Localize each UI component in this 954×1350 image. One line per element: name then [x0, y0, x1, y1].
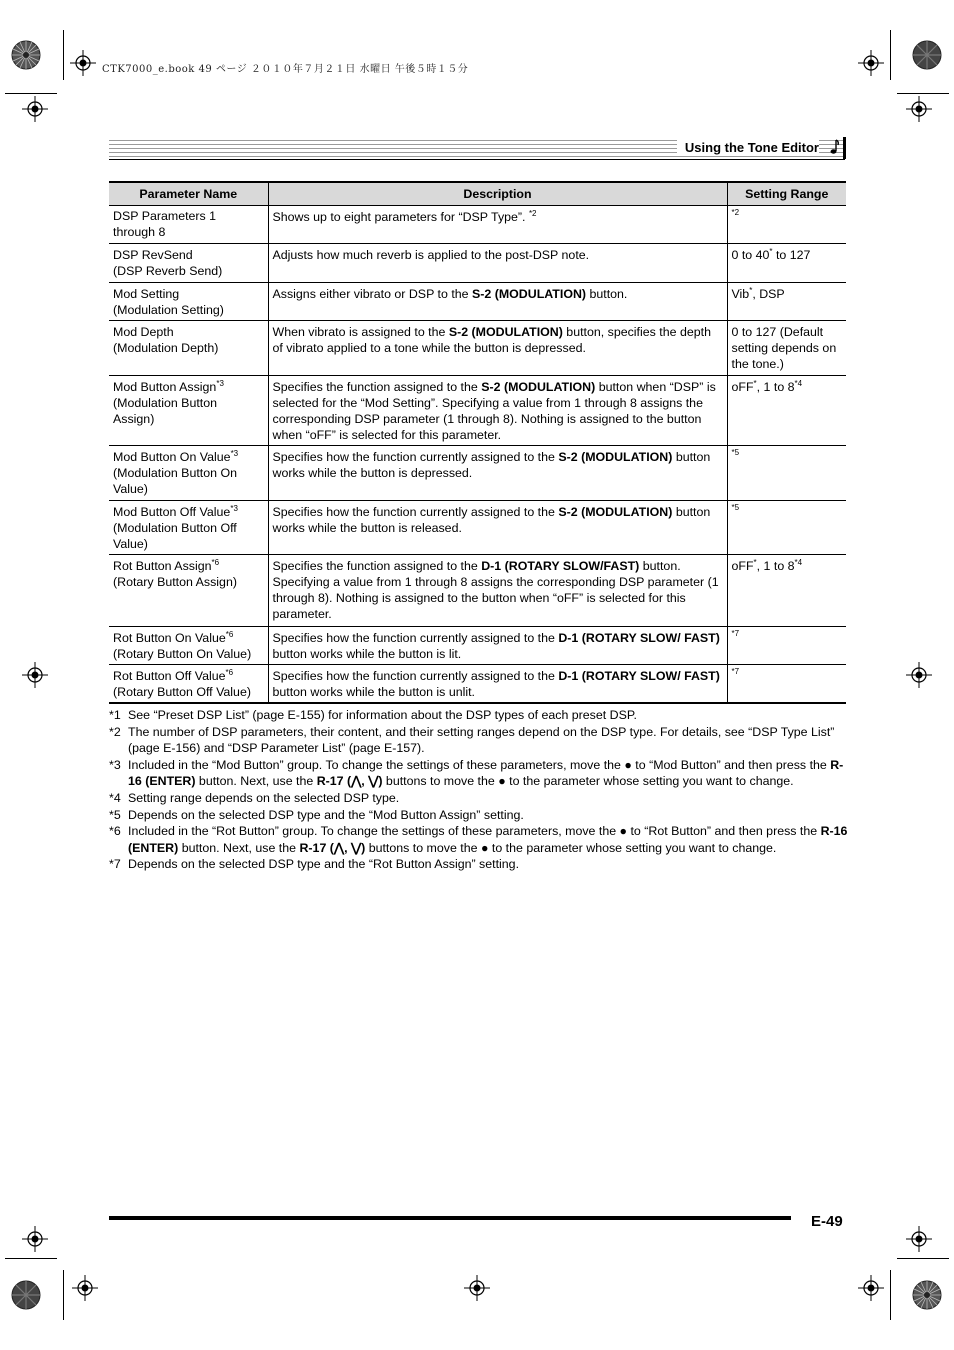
setting-range-cell: oFF*, 1 to 8$^{*4}$: [727, 555, 846, 627]
footnote-mark: *2: [109, 724, 121, 739]
table-row: [109, 206, 846, 244]
description-cell: [268, 244, 727, 283]
parameter-name: Mod Setting: [113, 287, 180, 301]
setting-range-cell: *5: [727, 501, 846, 555]
parameter-name: DSP RevSend: [113, 248, 193, 262]
parameter-name: Mod Button On Value$^{*3}$: [113, 449, 239, 464]
parameter-name-cell: [109, 665, 268, 704]
setting-range-cell: Vib*, DSP: [727, 283, 846, 321]
parameter-name-cell: [109, 446, 268, 501]
parameter-name-subtitle: (Modulation Depth): [113, 341, 219, 355]
description-cell: Specifies how the function currently assigned to the S-2 (MODULATION) button works while the button is depressed.: [268, 446, 727, 501]
table-header-row: [109, 182, 846, 206]
parameter-name-cell: [109, 206, 268, 244]
parameter-name-cell: [109, 376, 268, 446]
table-row: [109, 627, 846, 665]
setting-range-cell: *2: [727, 206, 846, 244]
column-header-parameter-name: Parameter Name: [109, 182, 268, 206]
parameter-name: Mod Depth: [113, 325, 174, 339]
footnote-text: Included in the “Mod Button” group. To change the settings of these parameters, move the ● to “Mod Button” and then press the R-16 (ENTER) button. Next, use the R-17 (⋀, ⋁) buttons to move the ● to the parameter whose setting you want to change.: [128, 757, 844, 789]
parameter-name-cell: [109, 555, 268, 627]
table-row: [109, 665, 846, 704]
footnote-mark: *4: [109, 790, 121, 805]
parameter-name: Rot Button Off Value$^{*6}$: [113, 668, 234, 683]
page-number: E-49: [811, 1213, 843, 1230]
footnote-text: The number of DSP parameters, their content, and their setting ranges depend on the DSP type. For details, see “DSP Type List” (page E-156) and “DSP Parameter List” (page E-157).: [128, 724, 835, 756]
description-cell: Specifies how the function currently assigned to the D-1 (ROTARY SLOW/ FAST) button works while the button is unlit.: [268, 665, 727, 704]
footnote-text: Depends on the selected DSP type and the “Rot Button Assign” setting.: [128, 857, 520, 872]
table-row: [109, 446, 846, 501]
description-cell: Specifies how the function currently assigned to the S-2 (MODULATION) button works while the button is released.: [268, 501, 727, 555]
parameter-table: [109, 181, 846, 704]
color-bar-disc-icon: [11, 1280, 41, 1310]
column-header-setting-range: Setting Range: [727, 182, 846, 206]
parameter-name: DSP Parameters 1: [113, 209, 217, 223]
description-cell: Specifies the function assigned to the D-1 (ROTARY SLOW/FAST) button. Specifying a value from 1 through 8 assigns the corresponding DSP parameter (1 through 8). Nothing is assigned to the button when “oFF” is selected for this parameter.: [268, 555, 727, 627]
parameter-name-subtitle: Value): [113, 537, 148, 551]
footnote: [109, 707, 849, 724]
setting-range-cell: *7: [727, 627, 846, 665]
description-text: Shows up to eight parameters for “DSP Type”. $^{*2}$: [272, 209, 537, 224]
parameter-name-cell: [109, 501, 268, 555]
parameter-name: Mod Button Off Value$^{*3}$: [113, 504, 238, 519]
footnote: [109, 724, 849, 757]
setting-range-cell: 0 to 127 (Default setting depends on the tone.): [727, 321, 846, 376]
description-cell: Specifies the function assigned to the S-2 (MODULATION) button when “DSP” is selected for the “Mod Setting”. Specifying a value from 1 through 8 assigns the corresponding DSP parameter (1 through 8). Nothing is assigned to the button when “oFF” is selected for this parameter.: [268, 376, 727, 446]
registration-mark-icon: [70, 50, 96, 76]
parameter-name-subtitle: (Rotary Button On Value): [113, 647, 252, 661]
color-bar-disc-icon: [11, 40, 41, 70]
color-bar-disc-icon: [912, 1280, 942, 1310]
print-header: CTK7000_e.book 49 ページ ２０１０年７月２１日 水曜日 午後５時１５分: [102, 64, 469, 75]
table-row: [109, 321, 846, 376]
registration-mark-icon: [464, 1275, 490, 1301]
parameter-name-cell: [109, 244, 268, 283]
setting-range-cell: *5: [727, 446, 846, 501]
table-row: [109, 555, 846, 627]
parameter-name-subtitle: (DSP Reverb Send): [113, 264, 223, 278]
footnote-mark: *6: [109, 824, 121, 839]
footnote: [109, 856, 849, 873]
footnote-mark: *3: [109, 757, 121, 772]
footer-rule: [109, 1216, 791, 1220]
footnote-text: Included in the “Rot Button” group. To change the settings of these parameters, move the ● to “Rot Button” and then press the R-16 (ENTER) button. Next, use the R-17 (⋀, ⋁) buttons to move the ● to the parameter whose setting you want to change.: [128, 824, 848, 855]
footnote: [109, 823, 849, 856]
music-note-icon: [829, 138, 839, 156]
parameter-name-subtitle: (Modulation Button Off: [113, 521, 237, 535]
parameter-name-subtitle: (Rotary Button Assign): [113, 575, 237, 589]
parameter-name-subtitle: Value): [113, 482, 148, 496]
section-title: Using the Tone Editor: [677, 140, 819, 155]
parameter-name-subtitle: (Modulation Setting): [113, 303, 224, 317]
registration-mark-icon: [858, 1275, 884, 1301]
registration-mark-icon: [72, 1275, 98, 1301]
description-cell: When vibrato is assigned to the S-2 (MODULATION) button, specifies the depth of vibrato applied to a tone while the button is depressed.: [268, 321, 727, 376]
registration-mark-icon: [22, 662, 48, 688]
table-row: [109, 244, 846, 283]
footnote-text: Depends on the selected DSP type and the “Mod Button Assign” setting.: [128, 807, 524, 822]
footnote-mark: *5: [109, 807, 121, 822]
section-tab-marker: [843, 137, 846, 159]
footnote-mark: *1: [109, 708, 121, 722]
parameter-name-cell: [109, 627, 268, 665]
parameter-name: Mod Button Assign$^{*3}$: [113, 379, 224, 394]
registration-mark-icon: [22, 96, 48, 122]
footnote: [109, 757, 849, 790]
setting-range-cell: 0 to 40* to 127: [727, 244, 846, 283]
table-row: [109, 376, 846, 446]
table-row: [109, 283, 846, 321]
footnotes: [109, 707, 849, 873]
footnote-mark: *7: [109, 857, 121, 872]
footnote: [109, 790, 849, 807]
registration-mark-icon: [906, 1226, 932, 1252]
parameter-name-subtitle: (Modulation Button On: [113, 466, 237, 480]
column-header-description: Description: [268, 182, 727, 206]
registration-mark-icon: [906, 662, 932, 688]
parameter-name-cell: [109, 283, 268, 321]
footnote: [109, 807, 849, 824]
footnote-text: See “Preset DSP List” (page E-155) for information about the DSP types of each preset DSP.: [128, 708, 637, 722]
registration-mark-icon: [22, 1226, 48, 1252]
footnote-text: Setting range depends on the selected DSP type.: [128, 790, 400, 805]
description-cell: Specifies how the function currently assigned to the D-1 (ROTARY SLOW/ FAST) button works while the button is lit.: [268, 627, 727, 665]
parameter-name-subtitle: Assign): [113, 412, 155, 426]
parameter-name-cell: [109, 321, 268, 376]
section-header-bar: [109, 137, 845, 160]
description-cell: [268, 206, 727, 244]
description-cell: Assigns either vibrato or DSP to the S-2 (MODULATION) button.: [268, 283, 727, 321]
registration-mark-icon: [858, 50, 884, 76]
setting-range-cell: *7: [731, 667, 740, 676]
registration-mark-icon: [906, 96, 932, 122]
parameter-name-subtitle: (Rotary Button Off Value): [113, 685, 251, 699]
setting-range-cell: oFF*, 1 to 8$^{*4}$: [727, 376, 846, 446]
table-row: [109, 501, 846, 555]
description-text: Adjusts how much reverb is applied to the post-DSP note.: [272, 248, 590, 262]
parameter-name-subtitle: (Modulation Button: [113, 396, 218, 410]
color-bar-disc-icon: [912, 40, 942, 70]
parameter-name-subtitle: through 8: [113, 225, 166, 239]
parameter-name: Rot Button On Value$^{*6}$: [113, 630, 234, 645]
parameter-name: Rot Button Assign$^{*6}$: [113, 558, 220, 573]
